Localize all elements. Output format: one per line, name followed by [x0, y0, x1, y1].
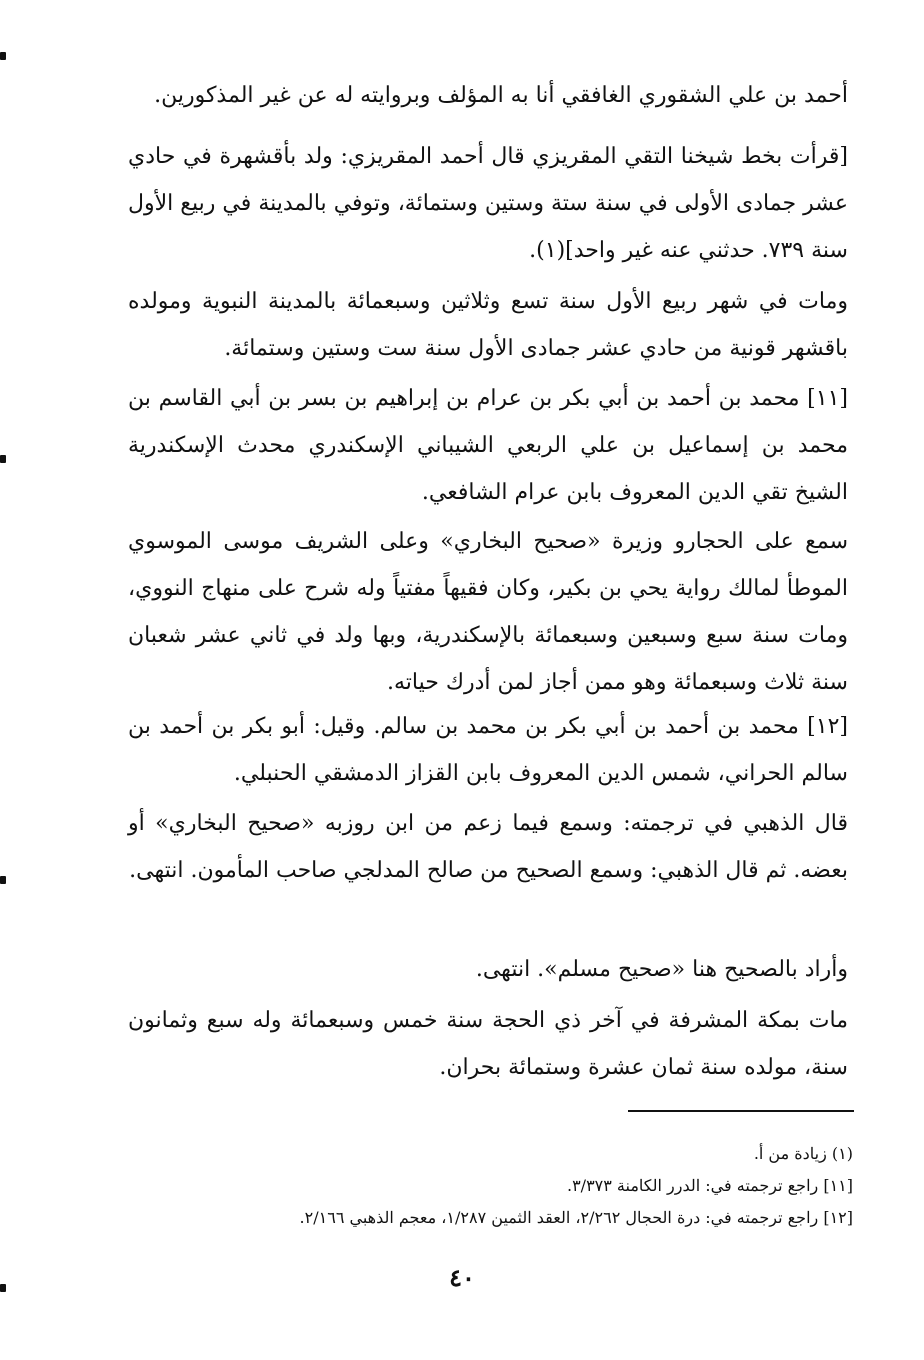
- paragraph-text: وأراد بالصحيح هنا «صحيح مسلم». انتهى.: [475, 957, 848, 982]
- paragraph-9: [128, 997, 848, 1091]
- paragraph-3: [128, 278, 848, 372]
- entry-12-heading: [128, 703, 848, 797]
- page-number: ٤٠: [449, 1263, 475, 1292]
- paragraph-text: سمع على الحجارو وزيرة «صحيح البخاري» وعلى الشريف موسى الموسوي الموطأ لمالك رواية يحي بن بكير، وكان فقيهاً مفتياً وله شرح على منهاج النووي، ومات سنة سبع وسبعين وسبعمائة بالإسكندرية، وبها ولد في ثاني عشر شعبان سنة ثلاث وسبعمائة وهو ممن أجاز لمن أدرك حياته.: [128, 529, 849, 695]
- paragraph-text: أحمد بن علي الشقوري الغافقي أنا به المؤلف وبروايته له عن غير المذكورين.: [154, 83, 848, 108]
- entry-11-heading: [128, 375, 848, 516]
- paragraph-text: مات بمكة المشرفة في آخر ذي الحجة سنة خمس وسبعمائة وله سبع وثمانون سنة، مولده سنة ثمان عشرة وستمائة بحران.: [128, 1008, 848, 1080]
- paragraph-1: [128, 72, 848, 119]
- paragraph-text: قال الذهبي في ترجمته: وسمع فيما زعم من ابن روزبه «صحيح البخاري» أو بعضه. ثم قال الذهبي: وسمع الصحيح من صالح المدلجي صاحب المأمون. انتهى.: [128, 811, 848, 883]
- footnote-11: [١١] راجع ترجمته في: الدرر الكامنة ٣/٣٧٣.: [566, 1176, 853, 1195]
- margin-mark: [0, 1284, 6, 1292]
- footnote-separator: [628, 1110, 854, 1112]
- footnote-1: (١) زيادة من أ.: [753, 1144, 853, 1163]
- margin-mark: [0, 52, 6, 60]
- paragraph-7: [128, 800, 848, 894]
- margin-mark: [0, 455, 6, 463]
- footnotes: [128, 1138, 853, 1234]
- paragraph-8: [128, 946, 848, 993]
- margin-mark: [0, 876, 6, 884]
- paragraph-text: [١٢] محمد بن أحمد بن أبي بكر بن محمد بن سالم. وقيل: أبو بكر بن أحمد بن سالم الحراني، شمس الدين المعروف بابن القزاز الدمشقي الحنبلي.: [128, 714, 848, 786]
- paragraph-text: ومات في شهر ربيع الأول سنة تسع وثلاثين وسبعمائة بالمدينة النبوية ومولده باقشهر قونية من حادي عشر جمادى الأول سنة ست وستين وستمائة.: [128, 289, 848, 361]
- paragraph-text: [قرأت بخط شيخنا التقي المقريزي قال أحمد المقريزي: ولد بأقشهرة في حادي عشر جمادى الأولى في سنة ستة وستين وستمائة، وتوفي بالمدينة في ربيع الأول سنة ٧٣٩. حدثني عنه غير واحد](١).: [128, 144, 848, 263]
- paragraph-2: [128, 133, 848, 274]
- paragraph-text: [١١] محمد بن أحمد بن أبي بكر بن عرام بن إبراهيم بن بسر بن أبي القاسم بن محمد بن إسماعيل بن علي الربعي الشيباني الإسكندري محدث الإسكندرية الشيخ تقي الدين المعروف بابن عرام الشافعي.: [128, 386, 848, 505]
- footnote-12: [١٢] راجع ترجمته في: درة الحجال ٢/٢٦٢، العقد الثمين ١/٢٨٧، معجم الذهبي ٢/١٦٦.: [299, 1208, 853, 1227]
- paragraph-5: [128, 518, 848, 706]
